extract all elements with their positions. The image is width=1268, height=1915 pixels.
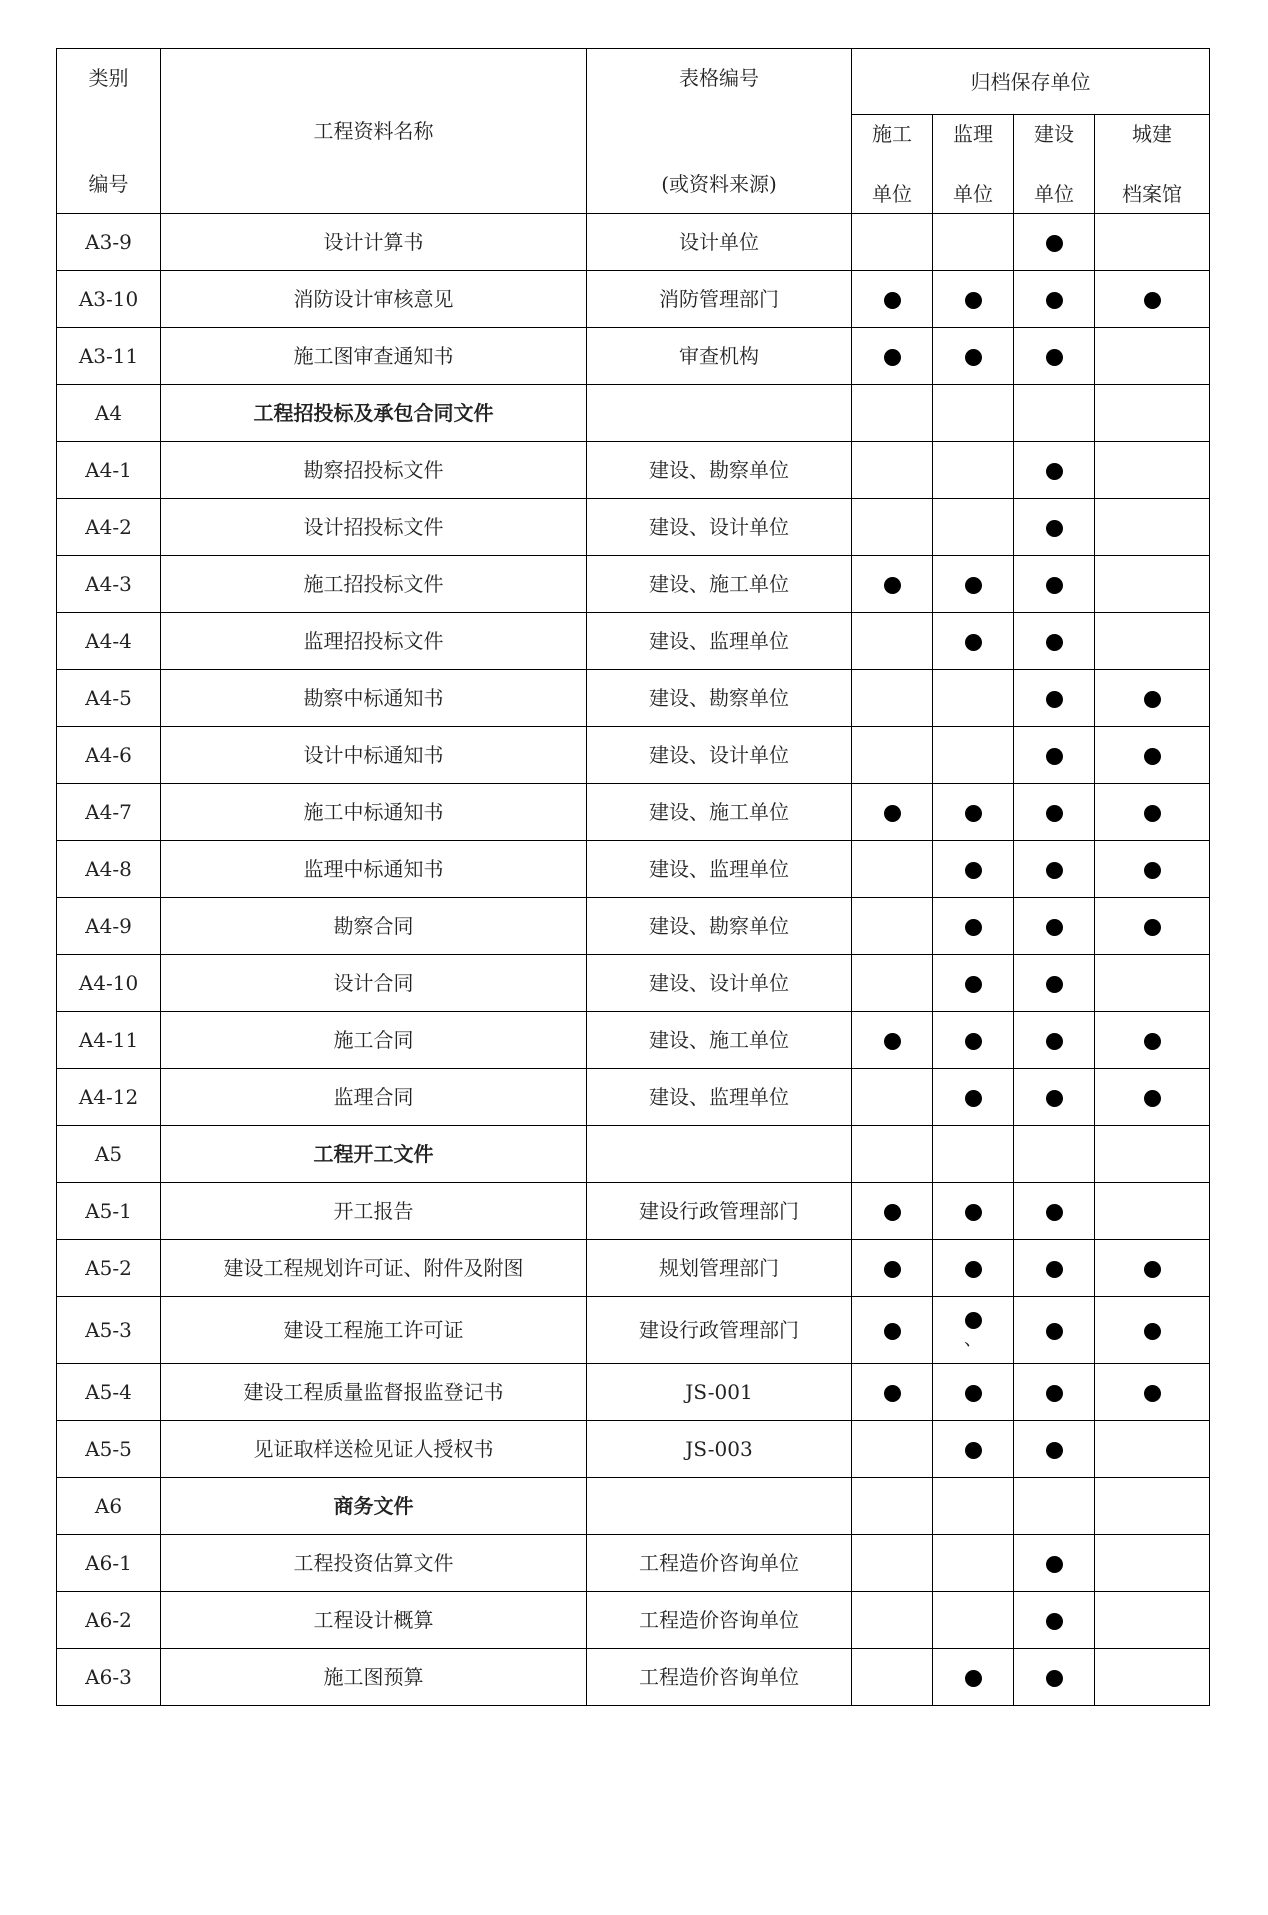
mark-cell-supervision [933, 271, 1014, 328]
table-row [57, 1364, 1210, 1421]
filled-circle-icon [1046, 1670, 1063, 1687]
table-row [57, 1183, 1210, 1240]
filled-circle-icon [1144, 748, 1161, 765]
header-name [161, 49, 587, 214]
mark-cell-construction [852, 556, 933, 613]
filled-circle-icon [1046, 805, 1063, 822]
row-name: 建设工程施工许可证 [161, 1297, 587, 1364]
mark-cell-construction [852, 1478, 933, 1535]
row-code: A6-1 [57, 1535, 161, 1592]
row-source: 建设行政管理部门 [587, 1297, 852, 1364]
header-unit-top: 施工 [872, 122, 912, 146]
filled-circle-icon [1046, 520, 1063, 537]
mark-cell-archive [1095, 271, 1210, 328]
filled-circle-icon [884, 805, 901, 822]
filled-circle-icon [884, 1033, 901, 1050]
filled-circle-icon [1046, 1442, 1063, 1459]
mark-cell-archive [1095, 214, 1210, 271]
mark-cell-owner [1014, 841, 1095, 898]
mark-cell-owner [1014, 1421, 1095, 1478]
mark-cell-owner [1014, 1183, 1095, 1240]
row-code: A4-6 [57, 727, 161, 784]
filled-circle-icon [1046, 919, 1063, 936]
row-source: 审查机构 [587, 328, 852, 385]
filled-circle-icon [884, 1323, 901, 1340]
filled-circle-icon [1046, 349, 1063, 366]
mark-cell-supervision [933, 214, 1014, 271]
header-name-label: 工程资料名称 [313, 119, 434, 143]
mark-cell-supervision [933, 670, 1014, 727]
filled-circle-icon [965, 634, 982, 651]
filled-circle-icon [1046, 1261, 1063, 1278]
mark-cell-supervision [933, 1421, 1014, 1478]
header-unit-top: 建设 [1034, 122, 1074, 146]
row-source [587, 385, 852, 442]
row-code: A4-8 [57, 841, 161, 898]
table-row [57, 271, 1210, 328]
header-unit-top: 监理 [953, 122, 993, 146]
header-category [57, 49, 161, 214]
mark-cell-construction [852, 1297, 933, 1364]
mark-cell-owner [1014, 727, 1095, 784]
row-name: 工程投资估算文件 [161, 1535, 587, 1592]
row-source: 建设、设计单位 [587, 499, 852, 556]
row-code: A4-5 [57, 670, 161, 727]
table-row [57, 841, 1210, 898]
table-row [57, 328, 1210, 385]
mark-cell-owner [1014, 784, 1095, 841]
filled-circle-icon [884, 577, 901, 594]
mark-cell-construction [852, 1012, 933, 1069]
mark-cell-supervision [933, 1364, 1014, 1421]
mark-cell-owner [1014, 1535, 1095, 1592]
row-name: 设计计算书 [161, 214, 587, 271]
header-unit-top: 城建 [1132, 122, 1172, 146]
row-name: 施工招投标文件 [161, 556, 587, 613]
mark-annotation: 、 [964, 1328, 982, 1350]
mark-cell-archive [1095, 328, 1210, 385]
mark-cell-owner [1014, 1364, 1095, 1421]
row-name: 工程设计概算 [161, 1592, 587, 1649]
row-code: A3-11 [57, 328, 161, 385]
filled-circle-icon [1046, 1204, 1063, 1221]
mark-cell-supervision [933, 556, 1014, 613]
table-row [57, 1535, 1210, 1592]
mark-cell-owner [1014, 442, 1095, 499]
filled-circle-icon [1144, 805, 1161, 822]
header-row-top [57, 49, 1210, 115]
mark-cell-construction [852, 214, 933, 271]
row-source: 建设、监理单位 [587, 613, 852, 670]
table-row [57, 784, 1210, 841]
header-archive-group [852, 49, 1210, 115]
mark-cell-construction [852, 784, 933, 841]
row-name: 监理合同 [161, 1069, 587, 1126]
filled-circle-icon [965, 976, 982, 993]
filled-circle-icon [1046, 463, 1063, 480]
mark-cell-construction [852, 1364, 933, 1421]
mark-cell-archive [1095, 385, 1210, 442]
mark-cell-supervision [933, 784, 1014, 841]
filled-circle-icon [1144, 1033, 1161, 1050]
filled-circle-icon [965, 1033, 982, 1050]
table-row [57, 1478, 1210, 1535]
row-name: 消防设计审核意见 [161, 271, 587, 328]
row-code: A5-5 [57, 1421, 161, 1478]
filled-circle-icon [1144, 292, 1161, 309]
filled-circle-icon [1046, 1613, 1063, 1630]
filled-circle-icon [965, 349, 982, 366]
filled-circle-icon [1046, 577, 1063, 594]
table-row [57, 898, 1210, 955]
filled-circle-icon [965, 1204, 982, 1221]
filled-circle-icon [1046, 748, 1063, 765]
mark-cell-supervision [933, 613, 1014, 670]
mark-cell-archive [1095, 1535, 1210, 1592]
header-unit-bottom: 档案馆 [1122, 182, 1182, 206]
mark-cell-owner [1014, 613, 1095, 670]
row-name: 设计合同 [161, 955, 587, 1012]
mark-cell-construction [852, 385, 933, 442]
mark-cell-owner [1014, 1649, 1095, 1706]
filled-circle-icon [1144, 862, 1161, 879]
row-source: 建设、设计单位 [587, 727, 852, 784]
row-source: 建设行政管理部门 [587, 1183, 852, 1240]
row-name: 工程招投标及承包合同文件 [161, 385, 587, 442]
table-row [57, 955, 1210, 1012]
row-name: 勘察招投标文件 [161, 442, 587, 499]
mark-cell-archive [1095, 1183, 1210, 1240]
filled-circle-icon [1046, 1090, 1063, 1107]
header-unit-construction [852, 115, 933, 214]
mark-cell-owner [1014, 1126, 1095, 1183]
mark-cell-construction [852, 328, 933, 385]
mark-cell-archive [1095, 841, 1210, 898]
row-code: A4 [57, 385, 161, 442]
filled-circle-icon [884, 1204, 901, 1221]
filled-circle-icon [1046, 691, 1063, 708]
filled-circle-icon [965, 1670, 982, 1687]
header-unit-archive [1095, 115, 1210, 214]
row-source: 建设、勘察单位 [587, 898, 852, 955]
mark-cell-supervision [933, 841, 1014, 898]
row-code: A3-9 [57, 214, 161, 271]
mark-cell-construction [852, 727, 933, 784]
filled-circle-icon [965, 577, 982, 594]
row-code: A4-11 [57, 1012, 161, 1069]
table-row [57, 1069, 1210, 1126]
mark-cell-archive [1095, 1012, 1210, 1069]
filled-circle-icon [1144, 691, 1161, 708]
filled-circle-icon [1046, 292, 1063, 309]
mark-cell-owner [1014, 670, 1095, 727]
mark-cell-construction [852, 1592, 933, 1649]
header-form-top: 表格编号 [679, 66, 759, 90]
filled-circle-icon [884, 349, 901, 366]
mark-cell-construction [852, 955, 933, 1012]
row-name: 施工图审查通知书 [161, 328, 587, 385]
mark-cell-construction [852, 670, 933, 727]
mark-cell-archive [1095, 1421, 1210, 1478]
mark-cell-archive [1095, 670, 1210, 727]
filled-circle-icon [965, 862, 982, 879]
mark-cell-construction [852, 613, 933, 670]
table-row [57, 1421, 1210, 1478]
mark-cell-construction [852, 1126, 933, 1183]
row-source: 建设、监理单位 [587, 841, 852, 898]
mark-cell-supervision [933, 1649, 1014, 1706]
row-code: A4-2 [57, 499, 161, 556]
row-source: 工程造价咨询单位 [587, 1535, 852, 1592]
row-name: 监理招投标文件 [161, 613, 587, 670]
filled-circle-icon [1144, 919, 1161, 936]
row-name: 见证取样送检见证人授权书 [161, 1421, 587, 1478]
mark-cell-archive [1095, 1240, 1210, 1297]
table-row [57, 442, 1210, 499]
row-name: 监理中标通知书 [161, 841, 587, 898]
row-code: A3-10 [57, 271, 161, 328]
mark-cell-construction [852, 1183, 933, 1240]
mark-cell-archive [1095, 955, 1210, 1012]
filled-circle-icon [1046, 1323, 1063, 1340]
header-unit-bottom: 单位 [953, 182, 993, 206]
row-source: 设计单位 [587, 214, 852, 271]
mark-cell-construction [852, 1069, 933, 1126]
mark-cell-construction [852, 1421, 933, 1478]
filled-circle-icon [965, 1090, 982, 1107]
row-source: 消防管理部门 [587, 271, 852, 328]
filled-circle-icon [1046, 1556, 1063, 1573]
mark-cell-supervision [933, 955, 1014, 1012]
row-code: A4-12 [57, 1069, 161, 1126]
mark-cell-owner [1014, 556, 1095, 613]
row-code: A5-2 [57, 1240, 161, 1297]
mark-cell-supervision [933, 1592, 1014, 1649]
mark-cell-construction [852, 898, 933, 955]
mark-cell-owner [1014, 271, 1095, 328]
row-name: 施工合同 [161, 1012, 587, 1069]
table-row [57, 1592, 1210, 1649]
mark-cell-owner [1014, 328, 1095, 385]
filled-circle-icon [884, 1261, 901, 1278]
mark-stack [933, 1312, 1013, 1349]
row-name: 设计中标通知书 [161, 727, 587, 784]
mark-cell-archive [1095, 1126, 1210, 1183]
row-source: 工程造价咨询单位 [587, 1592, 852, 1649]
mark-cell-supervision [933, 328, 1014, 385]
filled-circle-icon [965, 1312, 982, 1329]
mark-cell-supervision [933, 1069, 1014, 1126]
row-code: A5 [57, 1126, 161, 1183]
mark-cell-owner [1014, 1478, 1095, 1535]
mark-cell-owner [1014, 499, 1095, 556]
mark-cell-construction [852, 1649, 933, 1706]
header-form [587, 49, 852, 214]
mark-cell-owner [1014, 1069, 1095, 1126]
row-name: 建设工程规划许可证、附件及附图 [161, 1240, 587, 1297]
table-row [57, 1240, 1210, 1297]
table-row [57, 727, 1210, 784]
mark-cell-supervision [933, 1012, 1014, 1069]
table-row [57, 214, 1210, 271]
mark-cell-construction [852, 271, 933, 328]
row-source: 建设、施工单位 [587, 556, 852, 613]
row-code: A6 [57, 1478, 161, 1535]
row-name: 工程开工文件 [161, 1126, 587, 1183]
row-code: A5-1 [57, 1183, 161, 1240]
row-source: JS-001 [587, 1364, 852, 1421]
mark-cell-construction [852, 1240, 933, 1297]
mark-cell-archive [1095, 1478, 1210, 1535]
row-source [587, 1478, 852, 1535]
mark-cell-owner [1014, 955, 1095, 1012]
mark-cell-archive [1095, 1069, 1210, 1126]
mark-cell-archive [1095, 1649, 1210, 1706]
mark-cell-supervision [933, 1183, 1014, 1240]
header-unit-owner [1014, 115, 1095, 214]
filled-circle-icon [1046, 1033, 1063, 1050]
table-row [57, 556, 1210, 613]
table-row [57, 1297, 1210, 1364]
row-source: 规划管理部门 [587, 1240, 852, 1297]
mark-cell-supervision [933, 1478, 1014, 1535]
mark-cell-archive [1095, 556, 1210, 613]
filled-circle-icon [1046, 976, 1063, 993]
filled-circle-icon [1046, 862, 1063, 879]
table-row [57, 613, 1210, 670]
header-unit-bottom: 单位 [872, 182, 912, 206]
header-category-top: 类别 [88, 66, 129, 90]
filled-circle-icon [1046, 235, 1063, 252]
mark-cell-supervision [933, 898, 1014, 955]
filled-circle-icon [965, 919, 982, 936]
mark-cell-archive [1095, 613, 1210, 670]
row-source: 建设、施工单位 [587, 784, 852, 841]
filled-circle-icon [1046, 634, 1063, 651]
row-source: JS-003 [587, 1421, 852, 1478]
row-name: 商务文件 [161, 1478, 587, 1535]
mark-cell-supervision [933, 1126, 1014, 1183]
row-source: 建设、施工单位 [587, 1012, 852, 1069]
table-row [57, 670, 1210, 727]
table-row [57, 385, 1210, 442]
row-source: 建设、勘察单位 [587, 442, 852, 499]
filled-circle-icon [1144, 1090, 1161, 1107]
header-unit-bottom: 单位 [1034, 182, 1074, 206]
filled-circle-icon [965, 1442, 982, 1459]
filled-circle-icon [1144, 1261, 1161, 1278]
table-row [57, 1649, 1210, 1706]
mark-cell-archive [1095, 499, 1210, 556]
table-row [57, 499, 1210, 556]
row-name: 施工图预算 [161, 1649, 587, 1706]
row-source: 建设、勘察单位 [587, 670, 852, 727]
row-name: 设计招投标文件 [161, 499, 587, 556]
filled-circle-icon [965, 805, 982, 822]
row-code: A4-7 [57, 784, 161, 841]
header-category-bottom: 编号 [88, 172, 129, 196]
mark-cell-supervision [933, 385, 1014, 442]
header-form-bottom: (或资料来源) [661, 172, 777, 196]
row-code: A4-1 [57, 442, 161, 499]
mark-cell-owner [1014, 1297, 1095, 1364]
row-name: 建设工程质量监督报监登记书 [161, 1364, 587, 1421]
filled-circle-icon [965, 292, 982, 309]
mark-cell-supervision [933, 442, 1014, 499]
row-name: 勘察合同 [161, 898, 587, 955]
row-code: A4-4 [57, 613, 161, 670]
row-name: 开工报告 [161, 1183, 587, 1240]
row-code: A4-10 [57, 955, 161, 1012]
mark-cell-owner [1014, 385, 1095, 442]
table-row [57, 1126, 1210, 1183]
row-source: 建设、监理单位 [587, 1069, 852, 1126]
filled-circle-icon [884, 1385, 901, 1402]
mark-cell-owner [1014, 1012, 1095, 1069]
row-source: 工程造价咨询单位 [587, 1649, 852, 1706]
mark-cell-construction [852, 1535, 933, 1592]
mark-cell-supervision [933, 1535, 1014, 1592]
mark-cell-archive [1095, 1297, 1210, 1364]
mark-cell-owner [1014, 898, 1095, 955]
row-name: 施工中标通知书 [161, 784, 587, 841]
mark-cell-archive [1095, 727, 1210, 784]
mark-cell-construction [852, 499, 933, 556]
filled-circle-icon [965, 1261, 982, 1278]
mark-cell-supervision [933, 499, 1014, 556]
filled-circle-icon [1144, 1323, 1161, 1340]
filled-circle-icon [884, 292, 901, 309]
table-row [57, 1012, 1210, 1069]
row-source [587, 1126, 852, 1183]
row-code: A5-3 [57, 1297, 161, 1364]
header-unit-supervision [933, 115, 1014, 214]
mark-cell-supervision [933, 727, 1014, 784]
row-source: 建设、设计单位 [587, 955, 852, 1012]
mark-cell-archive [1095, 442, 1210, 499]
filled-circle-icon [1046, 1385, 1063, 1402]
mark-cell-owner [1014, 1592, 1095, 1649]
row-name: 勘察中标通知书 [161, 670, 587, 727]
mark-cell-owner [1014, 214, 1095, 271]
header-archive-group-label: 归档保存单位 [970, 69, 1091, 94]
mark-cell-construction [852, 841, 933, 898]
row-code: A4-3 [57, 556, 161, 613]
mark-cell-archive [1095, 1592, 1210, 1649]
mark-cell-archive [1095, 898, 1210, 955]
mark-cell-construction [852, 442, 933, 499]
row-code: A5-4 [57, 1364, 161, 1421]
mark-cell-archive [1095, 784, 1210, 841]
mark-cell-archive [1095, 1364, 1210, 1421]
row-code: A6-3 [57, 1649, 161, 1706]
row-code: A4-9 [57, 898, 161, 955]
mark-cell-supervision [933, 1240, 1014, 1297]
mark-cell-owner [1014, 1240, 1095, 1297]
filled-circle-icon [1144, 1385, 1161, 1402]
filled-circle-icon [965, 1385, 982, 1402]
row-code: A6-2 [57, 1592, 161, 1649]
mark-cell-supervision [933, 1297, 1014, 1364]
archive-table [56, 48, 1210, 1706]
